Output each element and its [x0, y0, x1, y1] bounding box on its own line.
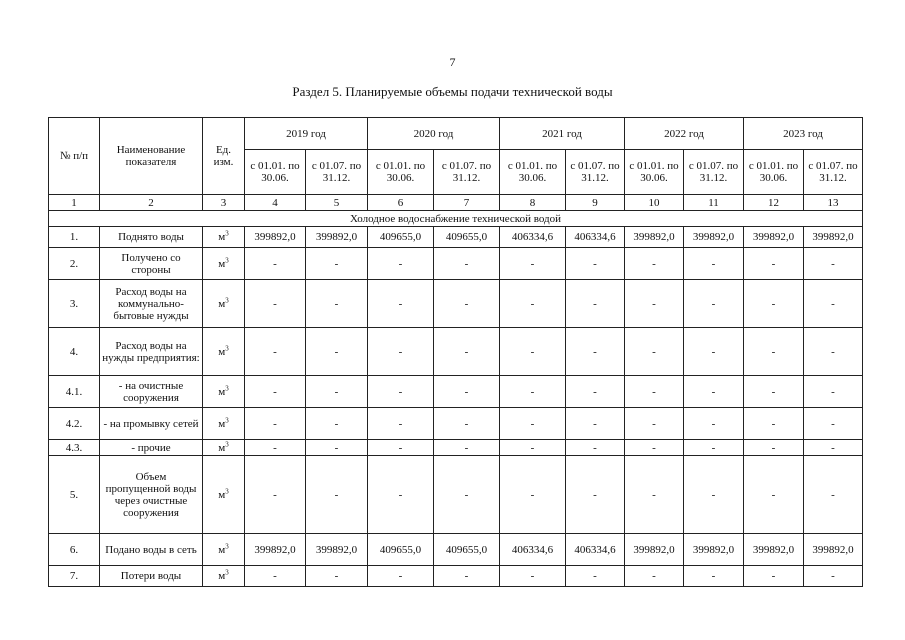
unit-base: м: [218, 441, 226, 454]
row-name: Расход воды на нужды предприятия:: [100, 328, 203, 376]
column-number: 1: [49, 195, 100, 211]
header-period-first: с 01.01. по 30.06.: [245, 150, 306, 195]
header-year: 2021 год: [500, 118, 625, 150]
header-period-second: с 01.07. по 31.12.: [306, 150, 368, 195]
column-number-row: [49, 195, 863, 211]
header-period-first: с 01.01. по 30.06.: [368, 150, 434, 195]
value-cell: -: [245, 408, 306, 440]
value-cell: -: [566, 440, 625, 456]
value-cell: -: [245, 376, 306, 408]
unit-exponent: 3: [225, 541, 229, 550]
value-cell: -: [625, 328, 684, 376]
value-cell: 399892,0: [684, 534, 744, 566]
value-cell: -: [306, 456, 368, 534]
value-cell: 409655,0: [368, 534, 434, 566]
value-cell: -: [804, 248, 863, 280]
column-number: 3: [203, 195, 245, 211]
unit-exponent: 3: [225, 568, 229, 577]
value-cell: -: [368, 440, 434, 456]
value-cell: -: [625, 248, 684, 280]
row-name: - на промывку сетей: [100, 408, 203, 440]
value-cell: -: [566, 376, 625, 408]
row-name: Расход воды на коммунально-бытовые нужды: [100, 280, 203, 328]
header-year: 2022 год: [625, 118, 744, 150]
unit-exponent: 3: [225, 415, 229, 424]
value-cell: 406334,6: [500, 227, 566, 248]
header-period-second: с 01.07. по 31.12.: [684, 150, 744, 195]
value-cell: -: [804, 376, 863, 408]
value-cell: -: [625, 440, 684, 456]
value-cell: -: [368, 376, 434, 408]
row-number: 4.3.: [49, 440, 100, 456]
column-number: 13: [804, 195, 863, 211]
value-cell: -: [245, 456, 306, 534]
row-name: Подано воды в сеть: [100, 534, 203, 566]
table-row: [49, 280, 863, 328]
header-name: Наименование показателя: [100, 118, 203, 195]
value-cell: -: [625, 408, 684, 440]
value-cell: -: [804, 456, 863, 534]
value-cell: -: [744, 248, 804, 280]
value-cell: -: [245, 566, 306, 587]
row-unit: [203, 408, 245, 440]
value-cell: 409655,0: [434, 534, 500, 566]
value-cell: -: [434, 280, 500, 328]
value-cell: -: [684, 566, 744, 587]
row-unit: [203, 456, 245, 534]
value-cell: -: [434, 408, 500, 440]
row-number: 4.: [49, 328, 100, 376]
value-cell: -: [500, 280, 566, 328]
value-cell: -: [434, 248, 500, 280]
value-cell: -: [566, 248, 625, 280]
unit-exponent: 3: [225, 343, 229, 352]
value-cell: 399892,0: [804, 534, 863, 566]
header-unit: Ед. изм.: [203, 118, 245, 195]
value-cell: -: [804, 408, 863, 440]
unit-exponent: 3: [225, 486, 229, 495]
header-period-first: с 01.01. по 30.06.: [625, 150, 684, 195]
section-row-label: Холодное водоснабжение технической водой: [49, 211, 863, 227]
unit-base: м: [218, 417, 226, 430]
row-name: Получено со стороны: [100, 248, 203, 280]
unit-base: м: [218, 570, 226, 582]
column-number: 7: [434, 195, 500, 211]
value-cell: -: [500, 566, 566, 587]
value-cell: 409655,0: [368, 227, 434, 248]
column-number: 5: [306, 195, 368, 211]
value-cell: -: [625, 376, 684, 408]
value-cell: -: [566, 280, 625, 328]
value-cell: -: [434, 376, 500, 408]
header-period-first: с 01.01. по 30.06.: [744, 150, 804, 195]
header-row-years: [49, 118, 863, 150]
row-number: 1.: [49, 227, 100, 248]
value-cell: -: [684, 440, 744, 456]
value-cell: -: [684, 408, 744, 440]
column-number: 10: [625, 195, 684, 211]
value-cell: 399892,0: [744, 534, 804, 566]
page-number: 7: [449, 55, 456, 69]
value-cell: -: [804, 328, 863, 376]
value-cell: -: [684, 248, 744, 280]
unit-base: м: [218, 297, 226, 310]
water-supply-table: [48, 117, 863, 587]
value-cell: 399892,0: [744, 227, 804, 248]
value-cell: -: [306, 328, 368, 376]
row-number: 7.: [49, 566, 100, 587]
row-number: 6.: [49, 534, 100, 566]
row-unit: [203, 280, 245, 328]
value-cell: 409655,0: [434, 227, 500, 248]
column-number: 12: [744, 195, 804, 211]
value-cell: -: [306, 566, 368, 587]
value-cell: -: [434, 566, 500, 587]
value-cell: -: [306, 440, 368, 456]
value-cell: -: [306, 376, 368, 408]
value-cell: -: [306, 248, 368, 280]
value-cell: -: [368, 566, 434, 587]
value-cell: -: [500, 408, 566, 440]
unit-exponent: 3: [225, 295, 229, 304]
header-period-second: с 01.07. по 31.12.: [804, 150, 863, 195]
value-cell: -: [625, 456, 684, 534]
table-row: [49, 376, 863, 408]
value-cell: 406334,6: [500, 534, 566, 566]
row-unit: [203, 440, 245, 456]
header-period-second: с 01.07. по 31.12.: [434, 150, 500, 195]
row-number: 4.1.: [49, 376, 100, 408]
table-row: [49, 456, 863, 534]
value-cell: -: [744, 408, 804, 440]
value-cell: 399892,0: [804, 227, 863, 248]
header-year: 2023 год: [744, 118, 863, 150]
value-cell: -: [684, 280, 744, 328]
value-cell: -: [625, 280, 684, 328]
row-name: Объем пропущенной воды через очистные сооружения: [100, 456, 203, 534]
value-cell: -: [245, 328, 306, 376]
value-cell: -: [744, 566, 804, 587]
table-row: [49, 328, 863, 376]
value-cell: -: [245, 248, 306, 280]
row-unit: [203, 328, 245, 376]
column-number: 6: [368, 195, 434, 211]
unit-exponent: 3: [225, 383, 229, 392]
column-number: 8: [500, 195, 566, 211]
value-cell: -: [500, 376, 566, 408]
header-year: 2020 год: [368, 118, 500, 150]
value-cell: -: [684, 456, 744, 534]
table-row: [49, 566, 863, 587]
unit-base: м: [218, 257, 226, 270]
value-cell: -: [500, 328, 566, 376]
value-cell: -: [625, 566, 684, 587]
value-cell: -: [500, 248, 566, 280]
value-cell: -: [804, 440, 863, 456]
value-cell: -: [566, 566, 625, 587]
section-row: [49, 211, 863, 227]
row-number: 4.2.: [49, 408, 100, 440]
row-number: 5.: [49, 456, 100, 534]
value-cell: 399892,0: [306, 227, 368, 248]
row-name: - на очистные сооружения: [100, 376, 203, 408]
value-cell: 406334,6: [566, 227, 625, 248]
header-year: 2019 год: [245, 118, 368, 150]
row-unit: [203, 376, 245, 408]
row-unit: [203, 248, 245, 280]
value-cell: 406334,6: [566, 534, 625, 566]
unit-base: м: [218, 543, 226, 556]
unit-exponent: 3: [225, 255, 229, 264]
value-cell: -: [368, 408, 434, 440]
column-number: 11: [684, 195, 744, 211]
column-number: 2: [100, 195, 203, 211]
value-cell: -: [245, 440, 306, 456]
value-cell: -: [500, 456, 566, 534]
unit-base: м: [218, 385, 226, 398]
row-name: - прочие: [100, 440, 203, 456]
value-cell: -: [566, 408, 625, 440]
value-cell: 399892,0: [245, 534, 306, 566]
value-cell: -: [566, 328, 625, 376]
value-cell: 399892,0: [684, 227, 744, 248]
value-cell: 399892,0: [306, 534, 368, 566]
table-row: [49, 227, 863, 248]
value-cell: -: [684, 328, 744, 376]
column-number: 4: [245, 195, 306, 211]
row-number: 2.: [49, 248, 100, 280]
row-number: 3.: [49, 280, 100, 328]
value-cell: -: [744, 280, 804, 328]
value-cell: 399892,0: [245, 227, 306, 248]
value-cell: -: [804, 280, 863, 328]
value-cell: -: [804, 566, 863, 587]
column-number: 9: [566, 195, 625, 211]
row-unit: [203, 227, 245, 248]
value-cell: -: [434, 440, 500, 456]
value-cell: -: [368, 456, 434, 534]
value-cell: -: [744, 376, 804, 408]
row-name: Потери воды: [100, 566, 203, 587]
value-cell: 399892,0: [625, 227, 684, 248]
value-cell: -: [566, 456, 625, 534]
value-cell: -: [245, 280, 306, 328]
table-row: [49, 440, 863, 456]
value-cell: -: [306, 408, 368, 440]
value-cell: -: [744, 328, 804, 376]
value-cell: -: [744, 440, 804, 456]
unit-exponent: 3: [225, 439, 229, 448]
table-row: [49, 408, 863, 440]
value-cell: -: [684, 376, 744, 408]
value-cell: -: [306, 280, 368, 328]
unit-base: м: [218, 231, 226, 243]
header-period-second: с 01.07. по 31.12.: [566, 150, 625, 195]
value-cell: -: [744, 456, 804, 534]
row-unit: [203, 566, 245, 587]
value-cell: 399892,0: [625, 534, 684, 566]
table-row: [49, 534, 863, 566]
value-cell: -: [368, 248, 434, 280]
value-cell: -: [368, 328, 434, 376]
section-title: Раздел 5. Планируемые объемы подачи технической воды: [292, 84, 613, 99]
unit-base: м: [218, 488, 226, 501]
value-cell: -: [500, 440, 566, 456]
table-row: [49, 248, 863, 280]
unit-base: м: [218, 345, 226, 358]
unit-exponent: 3: [225, 229, 229, 238]
row-unit: [203, 534, 245, 566]
value-cell: -: [368, 280, 434, 328]
header-num: № п/п: [49, 118, 100, 195]
row-name: Поднято воды: [100, 227, 203, 248]
header-period-first: с 01.01. по 30.06.: [500, 150, 566, 195]
value-cell: -: [434, 456, 500, 534]
value-cell: -: [434, 328, 500, 376]
